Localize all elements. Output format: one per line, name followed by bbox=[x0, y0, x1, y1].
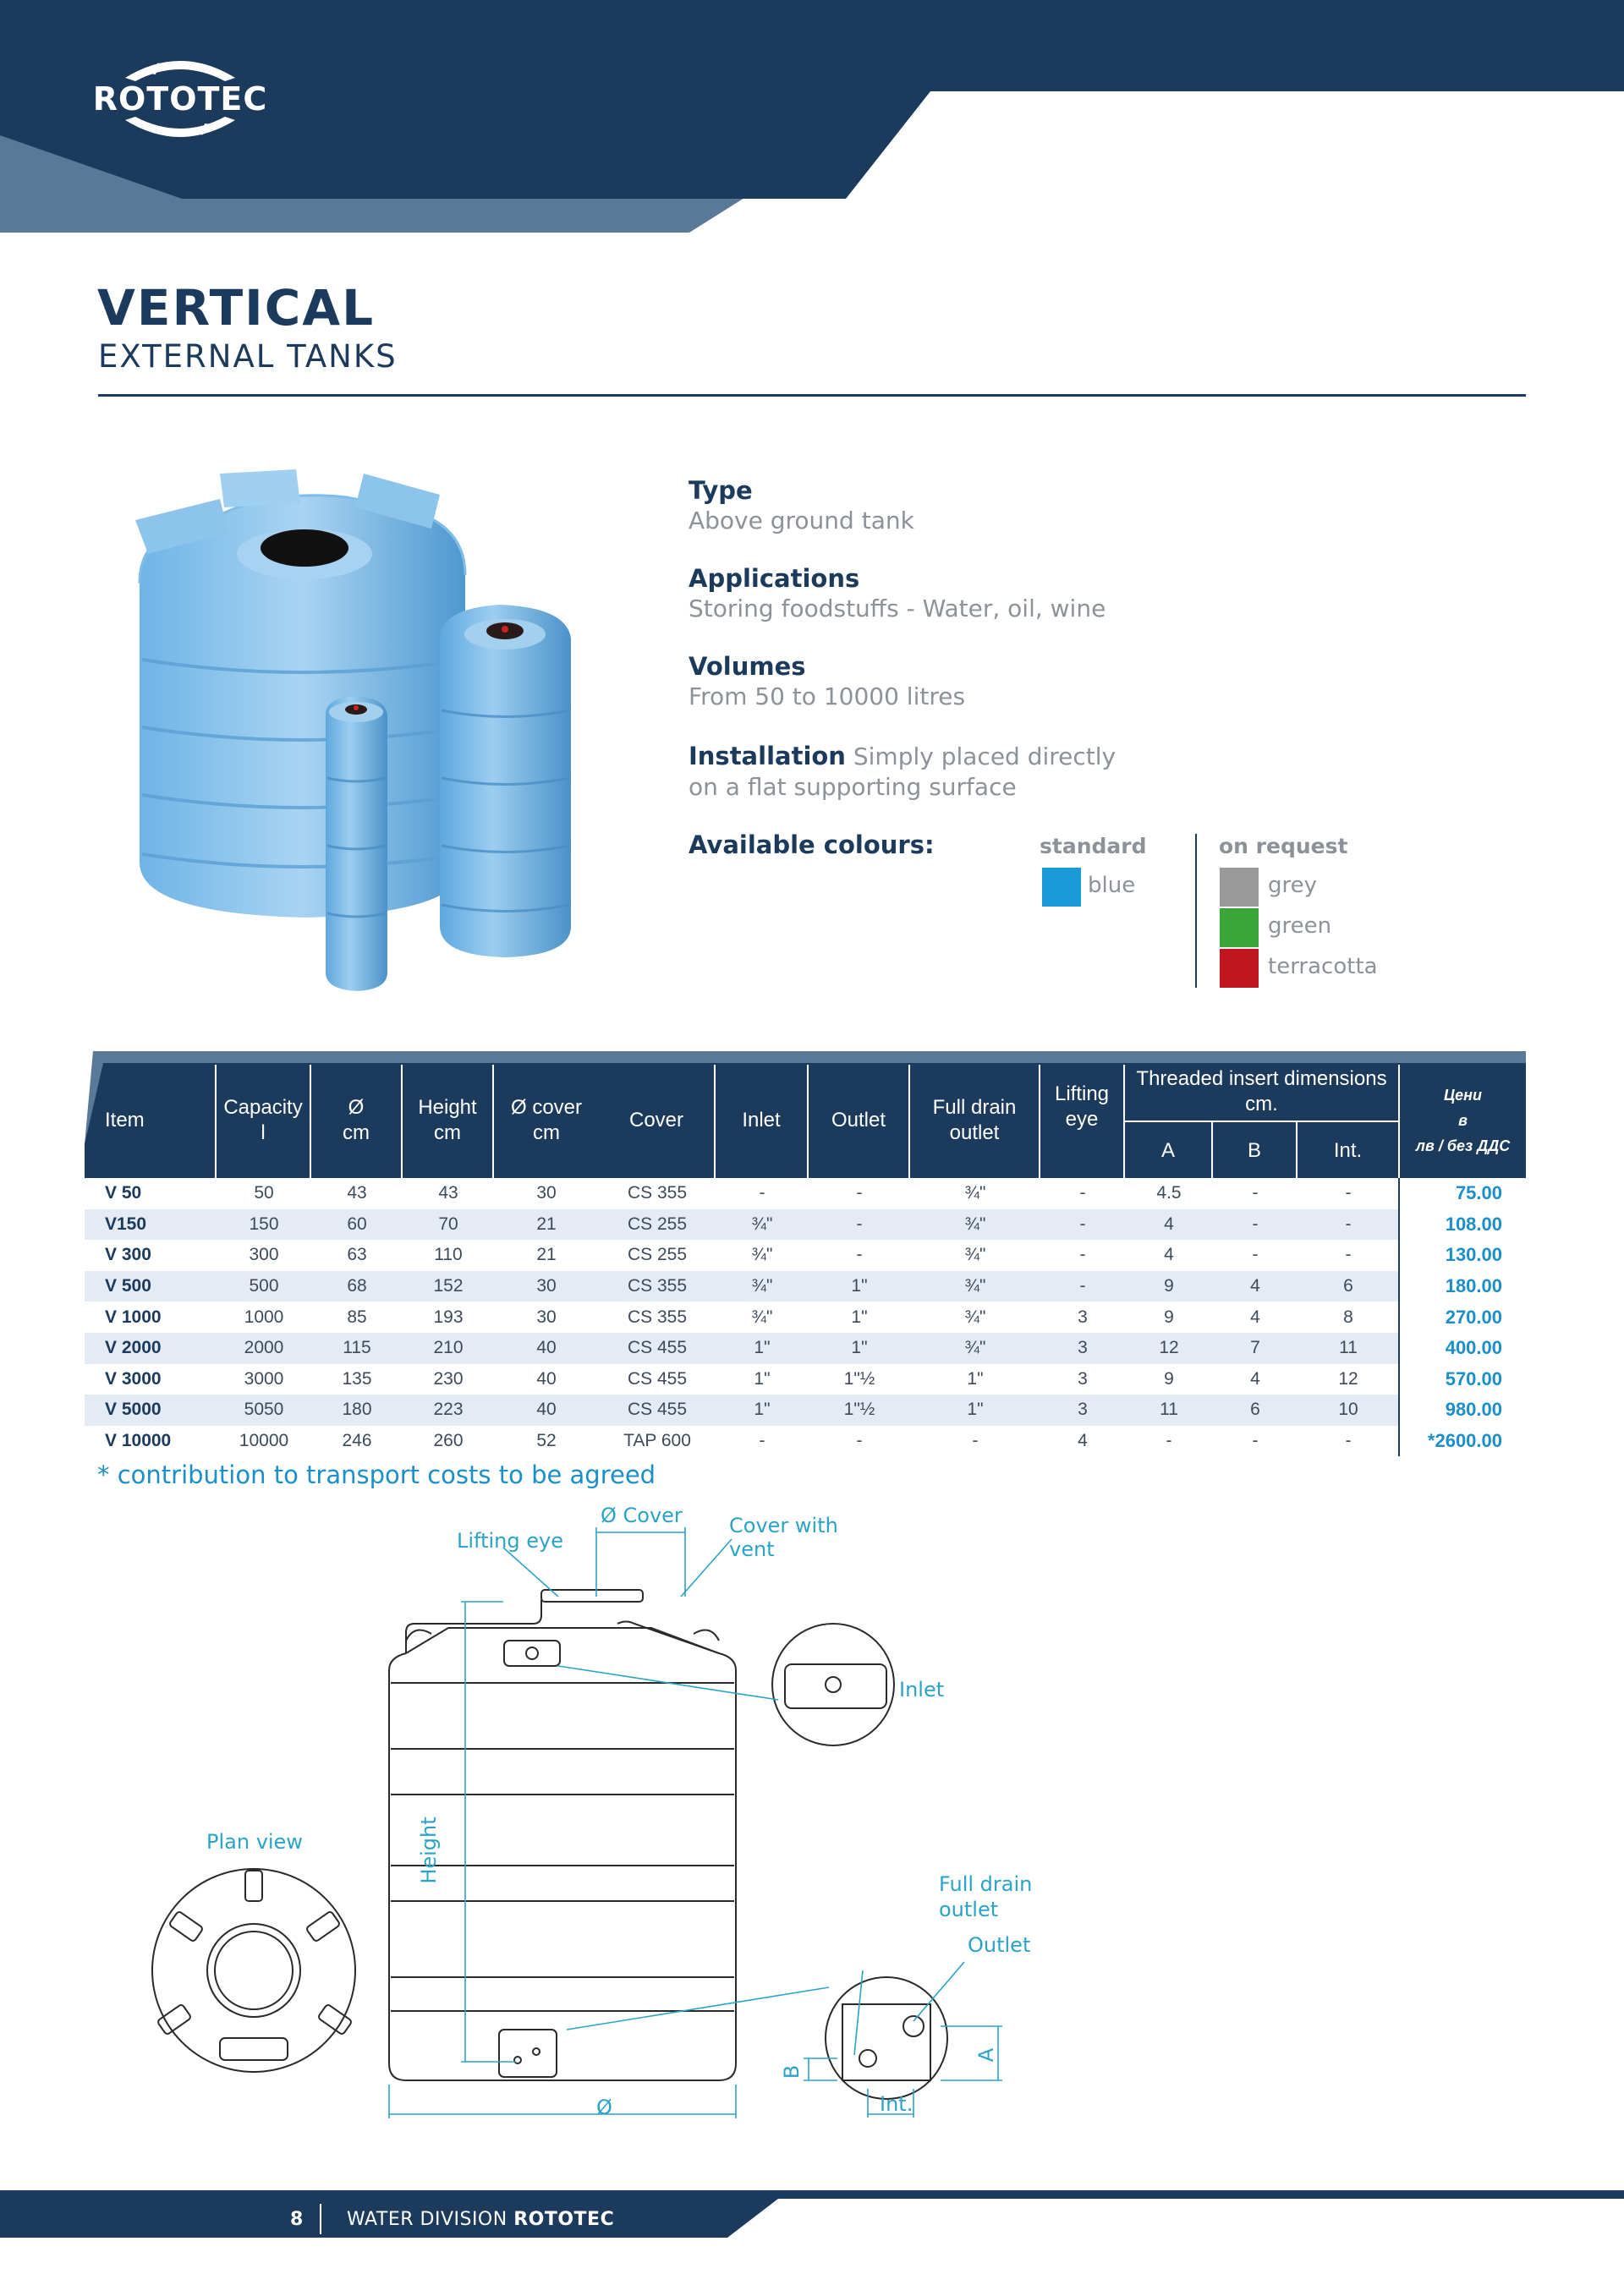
cell-cover-d: 40 bbox=[536, 1338, 557, 1358]
page-number: 8 bbox=[290, 2209, 304, 2230]
cell-inlet: - bbox=[759, 1183, 765, 1203]
th-full-drain: Full drain outlet bbox=[932, 1096, 1017, 1144]
table-row bbox=[85, 1209, 1526, 1241]
logo-text: ROTOTEC bbox=[92, 80, 268, 118]
cell-cover: CS 355 bbox=[627, 1183, 688, 1203]
th-inlet: Inlet bbox=[742, 1109, 781, 1132]
cell-item: V 10000 bbox=[105, 1431, 172, 1451]
cell-price: 400.00 bbox=[1445, 1337, 1502, 1359]
cell-b: - bbox=[1252, 1214, 1259, 1234]
installation-label: Installation bbox=[689, 742, 846, 770]
cell-item: V 50 bbox=[105, 1183, 142, 1203]
cell-int: - bbox=[1345, 1245, 1352, 1265]
cell-outlet: - bbox=[856, 1245, 863, 1265]
cell-cover-d: 30 bbox=[536, 1183, 557, 1203]
cell-b: 4 bbox=[1250, 1276, 1260, 1296]
type-label: Type bbox=[689, 476, 753, 505]
cell-height: 110 bbox=[434, 1245, 463, 1265]
th-cover: Cover bbox=[628, 1109, 684, 1132]
cell-drain: 1" bbox=[967, 1368, 984, 1389]
cell-capacity: 150 bbox=[249, 1214, 279, 1234]
cell-int: 10 bbox=[1338, 1400, 1358, 1420]
cell-drain: ¾" bbox=[964, 1245, 986, 1265]
cell-diameter: 43 bbox=[347, 1183, 367, 1203]
cell-diameter: 68 bbox=[347, 1276, 367, 1296]
cell-height: 70 bbox=[438, 1214, 458, 1234]
cell-int: 11 bbox=[1339, 1338, 1358, 1358]
table-row bbox=[85, 1364, 1526, 1395]
diagram-inlet-label: Inlet bbox=[899, 1678, 945, 1701]
swatch-terracotta-label: terracotta bbox=[1268, 954, 1378, 979]
cell-height: 260 bbox=[433, 1431, 464, 1451]
th-int: Int. bbox=[1333, 1139, 1363, 1162]
installation-value-1: Simply placed directly bbox=[853, 743, 1116, 770]
cell-inlet: ¾" bbox=[751, 1276, 773, 1296]
cell-drain: ¾" bbox=[964, 1214, 986, 1234]
cell-diameter: 115 bbox=[343, 1338, 371, 1358]
info-type bbox=[689, 475, 914, 536]
info-installation bbox=[689, 741, 1116, 803]
table-row bbox=[85, 1240, 1526, 1271]
on-request-label: on request bbox=[1219, 834, 1348, 858]
cell-a: 12 bbox=[1159, 1338, 1179, 1358]
swatch-green-label: green bbox=[1268, 913, 1332, 939]
type-value: Above ground tank bbox=[689, 507, 914, 534]
cell-a: - bbox=[1166, 1431, 1172, 1451]
cell-lifting: 3 bbox=[1078, 1307, 1088, 1327]
rototec-logo bbox=[91, 52, 269, 145]
cell-b: 4 bbox=[1250, 1307, 1260, 1327]
applications-label: Applications bbox=[689, 564, 860, 593]
title-divider bbox=[98, 394, 1526, 397]
cell-b: - bbox=[1252, 1183, 1259, 1203]
swatch-grey bbox=[1220, 868, 1259, 907]
diagram-cover-with-label-1: Cover with bbox=[729, 1514, 838, 1537]
cell-outlet: 1"½ bbox=[843, 1400, 875, 1420]
cell-lifting: 3 bbox=[1078, 1368, 1088, 1389]
transport-note: * contribution to transport costs to be agreed bbox=[97, 1460, 656, 1489]
table-row bbox=[85, 1271, 1526, 1302]
diagram-height-label: Height bbox=[417, 1817, 441, 1884]
cell-inlet: 1" bbox=[754, 1400, 771, 1420]
cell-cover-d: 21 bbox=[536, 1214, 557, 1234]
cell-cover-d: 30 bbox=[536, 1307, 557, 1327]
th-capacity: Capacity l bbox=[223, 1096, 303, 1144]
diagram-a-label: A bbox=[974, 2047, 998, 2063]
cell-cover: CS 355 bbox=[627, 1307, 688, 1327]
applications-value: Storing foodstuffs - Water, oil, wine bbox=[689, 595, 1106, 622]
technical-diagram bbox=[127, 1497, 1057, 2156]
cell-height: 152 bbox=[433, 1276, 464, 1296]
cell-a: 9 bbox=[1164, 1368, 1174, 1389]
cell-b: 4 bbox=[1250, 1368, 1260, 1389]
th-a: A bbox=[1160, 1139, 1175, 1162]
cell-drain: ¾" bbox=[964, 1276, 986, 1296]
cell-capacity: 50 bbox=[254, 1183, 274, 1203]
cell-price: 180.00 bbox=[1445, 1275, 1502, 1297]
diagram-cover-label: Ø Cover bbox=[601, 1504, 683, 1527]
cell-outlet: 1"½ bbox=[843, 1368, 875, 1389]
th-threaded: Threaded insert dimensions cm. bbox=[1136, 1067, 1387, 1115]
volumes-label: Volumes bbox=[689, 652, 806, 681]
standard-label: standard bbox=[1040, 834, 1147, 858]
cell-price: 130.00 bbox=[1445, 1244, 1502, 1266]
cell-inlet: 1" bbox=[754, 1338, 771, 1358]
diagram-full-drain-label-1: Full drain bbox=[939, 1872, 1033, 1896]
cell-drain: ¾" bbox=[964, 1307, 986, 1327]
th-height: Height cm bbox=[418, 1096, 477, 1144]
footer-band bbox=[0, 2190, 1624, 2258]
diagram-full-drain-label-2: outlet bbox=[939, 1898, 999, 1921]
diagram-b-label: B bbox=[780, 2064, 804, 2080]
cell-price: *2600.00 bbox=[1427, 1430, 1502, 1452]
cell-outlet: - bbox=[856, 1431, 863, 1451]
cell-inlet: ¾" bbox=[751, 1307, 773, 1327]
swatch-green bbox=[1220, 908, 1259, 947]
diagram-plan-view-label: Plan view bbox=[206, 1830, 303, 1854]
cell-outlet: 1" bbox=[851, 1338, 868, 1358]
cell-price: 570.00 bbox=[1445, 1367, 1502, 1389]
tank-product-illustration bbox=[127, 457, 634, 998]
cell-lifting: - bbox=[1079, 1276, 1086, 1296]
table-row bbox=[85, 1395, 1526, 1426]
cell-drain: - bbox=[972, 1431, 979, 1451]
cell-cover: CS 255 bbox=[627, 1245, 688, 1265]
cell-inlet: - bbox=[759, 1431, 765, 1451]
cell-outlet: 1" bbox=[851, 1307, 868, 1327]
swatch-blue bbox=[1042, 868, 1081, 907]
th-price: Цени в лв / без ДДС bbox=[1415, 1087, 1511, 1154]
diagram-outlet-label: Outlet bbox=[968, 1933, 1031, 1957]
table-row bbox=[85, 1333, 1526, 1364]
cell-cover-d: 30 bbox=[536, 1276, 557, 1296]
cell-height: 193 bbox=[433, 1307, 464, 1327]
cell-a: 9 bbox=[1164, 1307, 1174, 1327]
cell-a: 9 bbox=[1164, 1276, 1174, 1296]
swatch-blue-label: blue bbox=[1088, 873, 1136, 898]
cell-cover: CS 455 bbox=[627, 1400, 688, 1420]
cell-height: 223 bbox=[433, 1400, 464, 1420]
cell-capacity: 5050 bbox=[244, 1400, 284, 1420]
cell-item: V 2000 bbox=[105, 1338, 162, 1358]
cell-item: V 300 bbox=[105, 1245, 151, 1265]
cell-price: 270.00 bbox=[1445, 1306, 1502, 1328]
cell-b: - bbox=[1252, 1245, 1259, 1265]
colours-divider bbox=[1195, 834, 1197, 988]
cell-a: 4 bbox=[1164, 1245, 1174, 1265]
cell-cover: CS 255 bbox=[627, 1214, 688, 1234]
th-item: Item bbox=[105, 1109, 145, 1132]
page-title: VERTICAL bbox=[97, 279, 376, 337]
table-row bbox=[85, 1178, 1526, 1209]
swatch-grey-label: grey bbox=[1268, 873, 1318, 898]
cell-int: - bbox=[1345, 1183, 1352, 1203]
th-diameter: Ø cm bbox=[343, 1096, 370, 1144]
th-b: B bbox=[1247, 1139, 1261, 1162]
table-row bbox=[85, 1426, 1526, 1457]
cell-diameter: 135 bbox=[342, 1368, 372, 1389]
info-volumes bbox=[689, 651, 965, 712]
cell-item: V 5000 bbox=[105, 1400, 162, 1420]
cell-b: 7 bbox=[1250, 1338, 1260, 1358]
diagram-int-label: Int. bbox=[880, 2092, 914, 2116]
cell-drain: ¾" bbox=[964, 1338, 986, 1358]
cell-capacity: 500 bbox=[249, 1276, 279, 1296]
diagram-diameter-label: Ø bbox=[596, 2096, 612, 2119]
cell-outlet: - bbox=[856, 1183, 863, 1203]
swatch-terracotta bbox=[1220, 949, 1259, 988]
cell-height: 230 bbox=[433, 1368, 464, 1389]
footer-separator bbox=[320, 2204, 321, 2234]
cell-b: - bbox=[1252, 1431, 1259, 1451]
cell-cover: TAP 600 bbox=[623, 1431, 691, 1451]
diagram-lifting-eye-label: Lifting eye bbox=[457, 1529, 563, 1553]
cell-lifting: 3 bbox=[1078, 1400, 1088, 1420]
info-applications bbox=[689, 563, 1106, 624]
page-subtitle: EXTERNAL TANKS bbox=[98, 338, 398, 375]
cell-diameter: 246 bbox=[342, 1431, 372, 1451]
th-cover-diameter: Ø cover cm bbox=[510, 1096, 583, 1144]
cell-lifting: - bbox=[1079, 1245, 1086, 1265]
cell-price: 75.00 bbox=[1455, 1182, 1502, 1204]
cell-lifting: - bbox=[1079, 1214, 1086, 1234]
cell-cover: CS 455 bbox=[627, 1338, 688, 1358]
cell-cover: CS 355 bbox=[627, 1276, 688, 1296]
cell-drain: 1" bbox=[967, 1400, 984, 1420]
cell-capacity: 300 bbox=[249, 1245, 279, 1265]
cell-capacity: 1000 bbox=[244, 1307, 284, 1327]
diagram-cover-with-label-2: vent bbox=[729, 1537, 775, 1561]
cell-inlet: 1" bbox=[754, 1368, 771, 1389]
cell-a: 4 bbox=[1164, 1214, 1174, 1234]
cell-diameter: 60 bbox=[347, 1214, 367, 1234]
cell-inlet: ¾" bbox=[751, 1214, 773, 1234]
cell-b: 6 bbox=[1250, 1400, 1260, 1420]
cell-capacity: 2000 bbox=[244, 1338, 284, 1358]
table-row bbox=[85, 1301, 1526, 1333]
cell-height: 43 bbox=[438, 1183, 458, 1203]
cell-cover-d: 21 bbox=[536, 1245, 557, 1265]
footer-division: WATER DIVISION ROTOTEC bbox=[347, 2209, 615, 2230]
cell-diameter: 63 bbox=[347, 1245, 367, 1265]
cell-price: 108.00 bbox=[1445, 1213, 1502, 1235]
cell-capacity: 10000 bbox=[239, 1431, 289, 1451]
cell-inlet: ¾" bbox=[751, 1245, 773, 1265]
available-colours-label: Available colours: bbox=[689, 830, 935, 859]
cell-cover: CS 455 bbox=[627, 1368, 688, 1389]
cell-outlet: 1" bbox=[851, 1276, 868, 1296]
th-lifting-eye: Lifting eye bbox=[1054, 1082, 1110, 1131]
cell-lifting: 4 bbox=[1078, 1431, 1088, 1451]
cell-item: V 1000 bbox=[105, 1307, 162, 1327]
cell-diameter: 85 bbox=[347, 1307, 367, 1327]
cell-int: 6 bbox=[1343, 1276, 1353, 1296]
cell-item: V 500 bbox=[105, 1276, 151, 1296]
cell-cover-d: 52 bbox=[536, 1431, 557, 1451]
cell-item: V 3000 bbox=[105, 1368, 162, 1389]
cell-lifting: 3 bbox=[1078, 1338, 1088, 1358]
cell-item: V150 bbox=[105, 1214, 147, 1234]
cell-capacity: 3000 bbox=[244, 1368, 284, 1389]
th-outlet: Outlet bbox=[831, 1109, 886, 1132]
cell-drain: ¾" bbox=[964, 1183, 986, 1203]
cell-int: - bbox=[1345, 1431, 1352, 1451]
cell-cover-d: 40 bbox=[536, 1400, 557, 1420]
cell-price: 980.00 bbox=[1445, 1399, 1502, 1421]
cell-int: 8 bbox=[1343, 1307, 1353, 1327]
cell-outlet: - bbox=[856, 1214, 863, 1234]
cell-int: 12 bbox=[1338, 1368, 1358, 1389]
volumes-value: From 50 to 10000 litres bbox=[689, 682, 966, 710]
installation-value-2: on a flat supporting surface bbox=[689, 773, 1017, 801]
cell-cover-d: 40 bbox=[536, 1368, 557, 1389]
cell-a: 11 bbox=[1160, 1400, 1178, 1420]
cell-height: 210 bbox=[433, 1338, 464, 1358]
cell-int: - bbox=[1345, 1214, 1352, 1234]
cell-a: 4.5 bbox=[1156, 1183, 1182, 1203]
cell-diameter: 180 bbox=[342, 1400, 372, 1420]
cell-lifting: - bbox=[1079, 1183, 1086, 1203]
